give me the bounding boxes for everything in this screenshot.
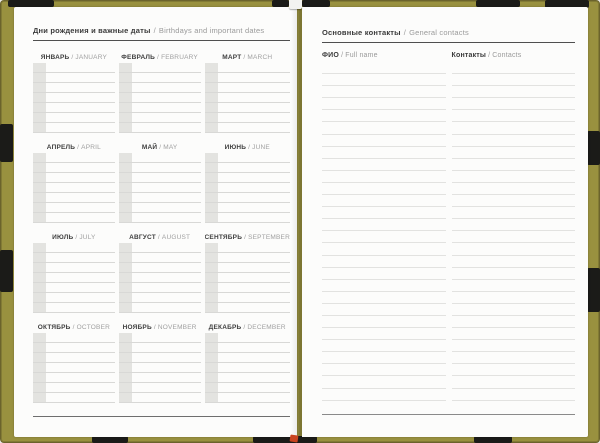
camo-patch [272, 0, 289, 7]
column-header-en: Full name [345, 52, 378, 59]
month-entry-row [33, 393, 115, 403]
month-rows [33, 153, 115, 223]
month-entry-row [119, 203, 201, 213]
month-table [33, 243, 115, 313]
month-name-ru: ФЕВРАЛЬ [121, 54, 156, 61]
ruled-line [322, 256, 446, 268]
month-name-separator: / [243, 54, 246, 61]
month-entry-row [205, 213, 290, 223]
month-table [205, 333, 290, 403]
month-entry-row [205, 123, 290, 133]
month-entry-row [119, 253, 201, 263]
page-title-en: General contacts [409, 28, 469, 37]
month-header [205, 142, 290, 153]
month-block [205, 232, 290, 313]
month-header [119, 232, 201, 243]
month-block [119, 322, 201, 403]
ruled-line [322, 122, 446, 134]
month-entry-row [119, 153, 201, 163]
month-header [33, 322, 115, 333]
month-entry-row [33, 383, 115, 393]
ruled-line [322, 207, 446, 219]
month-entry-row [119, 243, 201, 253]
month-entry-row [33, 353, 115, 363]
month-entry-row [33, 263, 115, 273]
ruled-line [452, 328, 576, 340]
month-block [119, 52, 201, 133]
ruled-line [322, 231, 446, 243]
month-entry-row [205, 113, 290, 123]
month-entry-row [205, 93, 290, 103]
ruled-line [452, 316, 576, 328]
camo-patch [8, 0, 54, 7]
month-name-en: SEPTEMBER [248, 234, 290, 241]
ruled-line [322, 352, 446, 364]
ruled-line [452, 280, 576, 292]
ruled-line [322, 364, 446, 376]
month-entry-row [33, 213, 115, 223]
month-name-ru: ЯНВАРЬ [40, 54, 70, 61]
month-rows [205, 153, 290, 223]
month-entry-row [205, 203, 290, 213]
month-block [205, 142, 290, 223]
ruled-line [452, 340, 576, 352]
month-entry-row [205, 183, 290, 193]
month-entry-row [205, 293, 290, 303]
month-entry-row [33, 63, 115, 73]
ruled-line [452, 389, 576, 401]
month-entry-row [119, 343, 201, 353]
ruled-line [322, 147, 446, 159]
camo-patch [476, 0, 520, 7]
camo-patch [474, 436, 512, 443]
ruled-line [452, 352, 576, 364]
month-entry-row [33, 283, 115, 293]
month-name-separator: / [244, 234, 247, 241]
month-entry-row [33, 373, 115, 383]
month-entry-row [205, 243, 290, 253]
month-block [205, 52, 290, 133]
month-rows [119, 63, 201, 133]
month-rows [205, 333, 290, 403]
contacts-ruled-area [322, 62, 575, 401]
month-entry-row [119, 383, 201, 393]
month-entry-row [205, 283, 290, 293]
ruled-line [452, 122, 576, 134]
page-title-contacts [322, 28, 575, 43]
month-name-separator: / [72, 324, 75, 331]
camo-patch [587, 131, 600, 165]
month-name-separator: / [157, 54, 160, 61]
month-entry-row [33, 273, 115, 283]
camo-patch [302, 0, 330, 7]
month-header [119, 322, 201, 333]
month-name-en: APRIL [81, 144, 101, 151]
ruled-line [322, 268, 446, 280]
month-name-ru: АПРЕЛЬ [46, 144, 76, 151]
month-entry-row [119, 113, 201, 123]
month-entry-row [205, 193, 290, 203]
month-entry-row [33, 123, 115, 133]
month-table [119, 243, 201, 313]
month-entry-row [33, 113, 115, 123]
month-name-ru: СЕНТЯБРЬ [204, 234, 243, 241]
month-entry-row [205, 303, 290, 313]
month-entry-row [33, 153, 115, 163]
month-entry-row [119, 83, 201, 93]
right-page-content [322, 28, 575, 437]
month-entry-row [205, 383, 290, 393]
month-entry-row [119, 363, 201, 373]
month-block [33, 232, 115, 313]
month-table [205, 153, 290, 223]
page-title-ru: Дни рождения и важные даты [33, 26, 151, 35]
month-block [33, 322, 115, 403]
ruled-line [322, 74, 446, 86]
month-entry-row [33, 363, 115, 373]
ruled-line [322, 316, 446, 328]
month-header [119, 52, 201, 63]
ruled-line [452, 135, 576, 147]
month-entry-row [119, 273, 201, 283]
ruled-line [322, 292, 446, 304]
month-name-ru: МАЙ [141, 144, 158, 151]
ruled-line [322, 340, 446, 352]
column-header-separator: / [488, 52, 491, 59]
ruled-line [322, 304, 446, 316]
month-name-ru: ДЕКАБРЬ [208, 324, 242, 331]
camo-patch [0, 250, 13, 292]
ruled-line [452, 147, 576, 159]
page-title-ru: Основные контакты [322, 28, 401, 37]
ruled-line [452, 304, 576, 316]
month-entry-row [33, 83, 115, 93]
month-entry-row [33, 303, 115, 313]
month-block [33, 142, 115, 223]
month-entry-row [205, 263, 290, 273]
month-name-en: JULY [79, 234, 96, 241]
month-name-ru: ИЮЛЬ [52, 234, 74, 241]
month-header [205, 322, 290, 333]
ruled-line [322, 195, 446, 207]
month-entry-row [33, 203, 115, 213]
month-entry-row [119, 303, 201, 313]
month-entry-row [119, 263, 201, 273]
month-entry-row [205, 333, 290, 343]
ruled-line [322, 62, 446, 74]
ruled-line [452, 110, 576, 122]
right-page-contacts [302, 7, 588, 437]
title-separator: / [153, 26, 156, 35]
ruled-line [452, 207, 576, 219]
month-name-separator: / [75, 234, 78, 241]
ruled-line [322, 135, 446, 147]
camo-patch [253, 436, 317, 443]
month-entry-row [33, 343, 115, 353]
page-title-birthdays [33, 26, 290, 41]
month-entry-row [33, 163, 115, 173]
month-entry-row [33, 173, 115, 183]
month-entry-row [33, 183, 115, 193]
month-entry-row [119, 63, 201, 73]
month-name-en: AUGUST [161, 234, 191, 241]
month-header [119, 142, 201, 153]
month-rows [205, 63, 290, 133]
month-entry-row [33, 93, 115, 103]
month-entry-row [33, 243, 115, 253]
month-name-en: OCTOBER [76, 324, 111, 331]
left-page-birthdays [14, 7, 297, 437]
month-table [119, 63, 201, 133]
column-header-separator: / [341, 52, 344, 59]
ruled-line [452, 86, 576, 98]
ruled-line [452, 243, 576, 255]
ruled-line [322, 110, 446, 122]
ruled-line [452, 292, 576, 304]
ruled-line [452, 62, 576, 74]
month-table [33, 153, 115, 223]
ruled-line [322, 183, 446, 195]
month-entry-row [119, 193, 201, 203]
month-header [33, 232, 115, 243]
month-entry-row [119, 93, 201, 103]
month-name-en: MARCH [247, 54, 273, 61]
contact-column-headers [322, 52, 575, 59]
month-header [205, 52, 290, 63]
month-entry-row [205, 173, 290, 183]
month-block [205, 322, 290, 403]
month-block [119, 142, 201, 223]
ruled-line [322, 98, 446, 110]
month-table [33, 333, 115, 403]
month-header [205, 232, 290, 243]
month-name-en: NOVEMBER [157, 324, 197, 331]
right-page-bottom-rule [322, 414, 575, 415]
month-rows [33, 63, 115, 133]
ruled-line [452, 376, 576, 388]
ruled-line [322, 86, 446, 98]
month-entry-row [205, 273, 290, 283]
ruled-line [322, 389, 446, 401]
month-entry-row [205, 253, 290, 263]
month-name-separator: / [153, 324, 156, 331]
ruled-line [452, 74, 576, 86]
month-entry-row [119, 173, 201, 183]
ruled-line [322, 328, 446, 340]
month-name-en: FEBRUARY [161, 54, 198, 61]
title-separator: / [403, 28, 407, 37]
ruled-line [322, 243, 446, 255]
month-rows [119, 333, 201, 403]
month-entry-row [205, 393, 290, 403]
month-rows [119, 153, 201, 223]
month-name-en: JANUARY [75, 54, 108, 61]
month-entry-row [205, 103, 290, 113]
months-grid [33, 52, 290, 403]
month-name-ru: ОКТЯБРЬ [37, 324, 71, 331]
month-table [33, 63, 115, 133]
ruled-line [452, 183, 576, 195]
month-name-ru: НОЯБРЬ [122, 324, 152, 331]
month-name-en: DECEMBER [247, 324, 286, 331]
month-entry-row [205, 153, 290, 163]
left-page-content [33, 26, 290, 437]
month-entry-row [119, 293, 201, 303]
month-entry-row [119, 213, 201, 223]
month-name-ru: МАРТ [222, 54, 242, 61]
ruled-line [452, 195, 576, 207]
month-entry-row [33, 333, 115, 343]
ruled-line [322, 219, 446, 231]
contacts-column-left [322, 62, 446, 401]
ruled-line [452, 256, 576, 268]
ruled-line [452, 219, 576, 231]
ruled-line [452, 98, 576, 110]
contacts-column-right [452, 62, 576, 401]
camo-patch [92, 436, 128, 443]
month-entry-row [119, 393, 201, 403]
month-name-separator: / [248, 144, 251, 151]
month-entry-row [119, 103, 201, 113]
page-marker-band [289, 0, 302, 9]
month-name-en: JUNE [252, 144, 270, 151]
column-header-ru: ФИО [322, 52, 340, 59]
ruled-line [322, 280, 446, 292]
month-entry-row [33, 103, 115, 113]
ruled-line [452, 231, 576, 243]
column-header-en: Contacts [492, 52, 522, 59]
month-table [205, 63, 290, 133]
month-name-separator: / [71, 54, 74, 61]
month-table [205, 243, 290, 313]
month-entry-row [205, 353, 290, 363]
month-entry-row [205, 73, 290, 83]
month-entry-row [33, 293, 115, 303]
month-entry-row [33, 193, 115, 203]
ruled-line [452, 364, 576, 376]
month-entry-row [119, 123, 201, 133]
month-entry-row [205, 373, 290, 383]
month-entry-row [119, 333, 201, 343]
month-entry-row [205, 83, 290, 93]
left-page-bottom-rule [33, 416, 290, 417]
month-entry-row [119, 373, 201, 383]
bookmark-ribbon-tip [290, 434, 299, 442]
column-header-contacts [452, 52, 576, 59]
camo-patch [587, 268, 600, 312]
month-entry-row [119, 163, 201, 173]
month-table [119, 333, 201, 403]
column-header-full-name [322, 52, 446, 59]
month-rows [119, 243, 201, 313]
month-name-separator: / [159, 144, 162, 151]
month-entry-row [119, 73, 201, 83]
month-name-separator: / [157, 234, 160, 241]
month-entry-row [119, 183, 201, 193]
month-header [33, 142, 115, 153]
month-header [33, 52, 115, 63]
month-table [119, 153, 201, 223]
month-entry-row [205, 343, 290, 353]
month-entry-row [119, 283, 201, 293]
month-entry-row [205, 363, 290, 373]
column-header-ru: Контакты [451, 52, 487, 59]
month-entry-row [33, 253, 115, 263]
month-entry-row [119, 353, 201, 363]
month-name-ru: ИЮНЬ [224, 144, 247, 151]
ruled-line [452, 159, 576, 171]
month-entry-row [205, 63, 290, 73]
month-rows [33, 333, 115, 403]
month-name-separator: / [243, 324, 246, 331]
month-block [33, 52, 115, 133]
month-name-ru: АВГУСТ [129, 234, 156, 241]
month-entry-row [205, 163, 290, 173]
month-rows [205, 243, 290, 313]
ruled-line [322, 376, 446, 388]
ruled-line [452, 171, 576, 183]
month-rows [33, 243, 115, 313]
camo-patch [0, 124, 13, 162]
month-block [119, 232, 201, 313]
ruled-line [452, 268, 576, 280]
month-name-en: MAY [163, 144, 178, 151]
page-title-en: Birthdays and important dates [158, 26, 265, 35]
ruled-line [322, 171, 446, 183]
month-name-separator: / [77, 144, 80, 151]
ruled-line [322, 159, 446, 171]
month-entry-row [33, 73, 115, 83]
